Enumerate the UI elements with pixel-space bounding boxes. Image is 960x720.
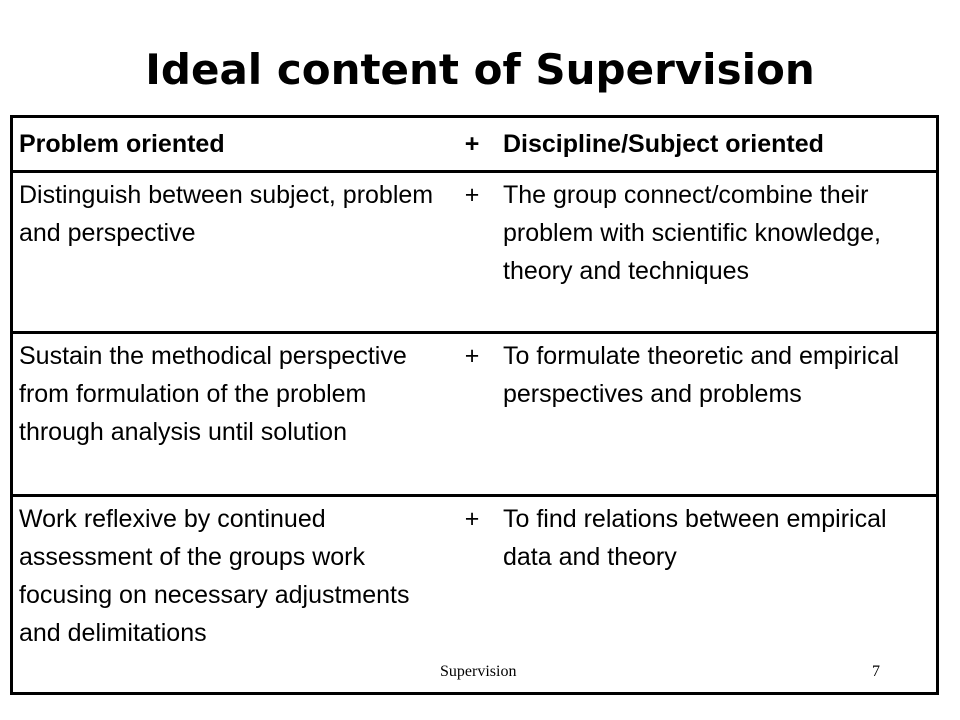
- row-1-discipline-text: The group connect/combine their problem with scientific knowledge, theory and techniques: [503, 181, 881, 285]
- content-table: [10, 115, 939, 695]
- header-plus-sign: +: [464, 130, 480, 158]
- row-2-plus-sign: +: [464, 342, 480, 370]
- row-2-discipline-text: To formulate theoretic and empirical perspectives and problems: [503, 342, 900, 408]
- row-2-problem-text: Sustain the methodical perspective from formulation of the problem through analysis until solution: [19, 342, 407, 446]
- header-discipline-oriented: Discipline/Subject oriented: [503, 130, 824, 158]
- footer-label: Supervision: [440, 663, 517, 680]
- page-number: 7: [872, 663, 880, 680]
- row-3-problem-text: Work reflexive by continued assessment of the groups work focusing on necessary adjustments and delimitations: [19, 505, 410, 647]
- row-3-plus-sign: +: [464, 505, 480, 533]
- table-row: [13, 331, 936, 494]
- row-1-plus-sign: +: [464, 181, 480, 209]
- row-1-problem-text: Distinguish between subject, problem and perspective: [19, 181, 434, 247]
- slide-title: Ideal content of Supervision: [145, 45, 815, 94]
- table-row: [13, 170, 936, 331]
- row-3-discipline-text: To find relations between empirical data and theory: [503, 505, 887, 571]
- header-problem-oriented: Problem oriented: [19, 130, 225, 158]
- table-header-row: [13, 118, 936, 170]
